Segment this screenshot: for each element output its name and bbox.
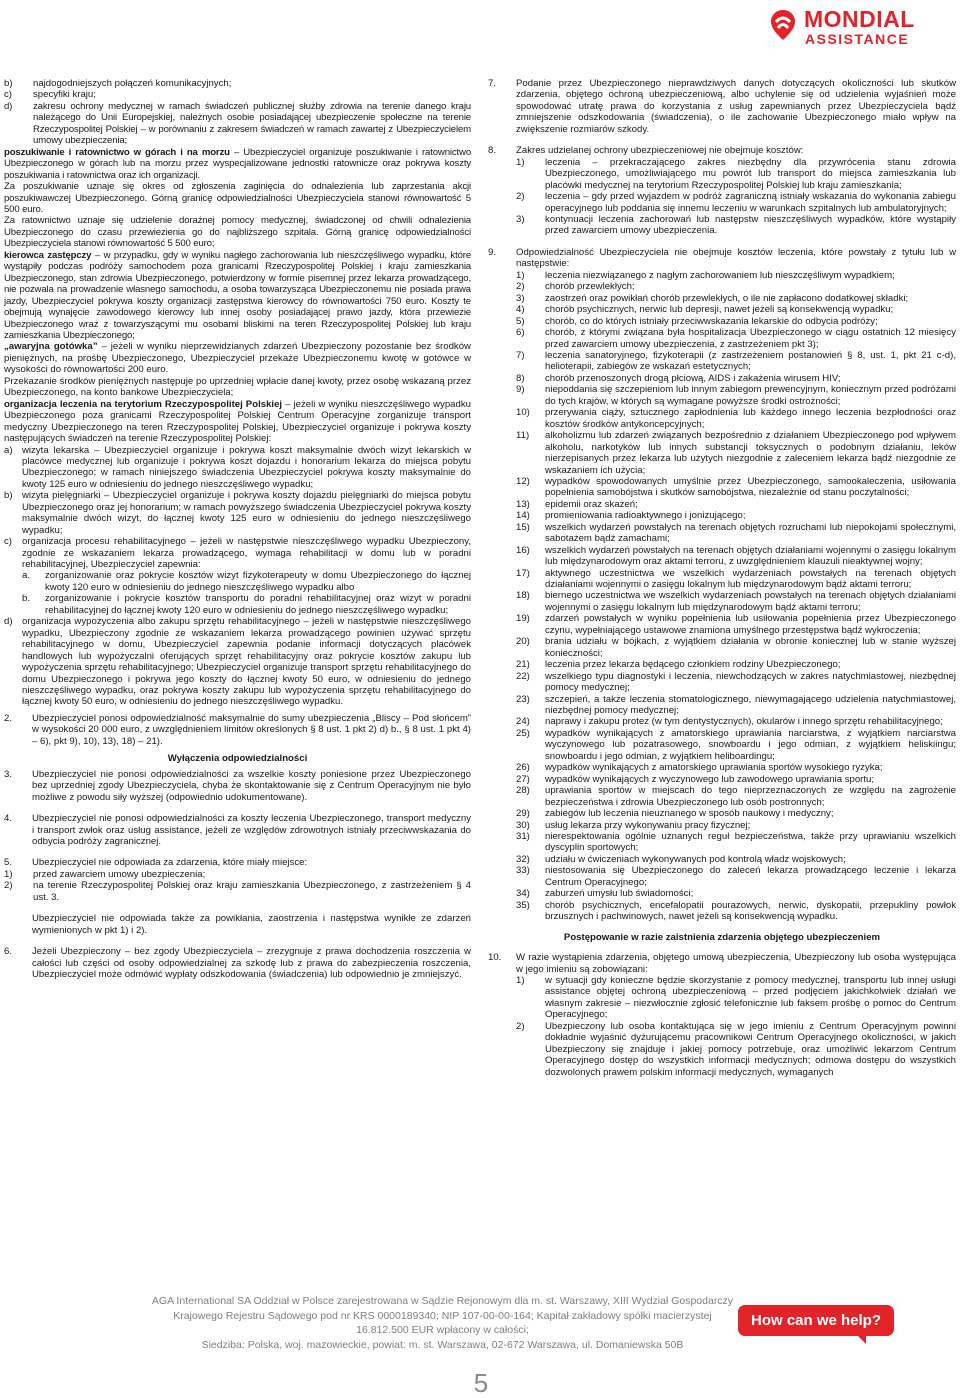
- list-item: 18) biernego uczestnictwa we wszelkich wydarzeniach powstałych na terenach objętych działaniami wojennymi o zasięgu lokalnym lub międzynarodowym bądź aktami terroru;: [516, 590, 956, 613]
- list-item: 19) zdarzeń powstałych w wyniku popełnienia lub usiłowania popełnienia przez Ubezpieczonego czynu, wypełniającego ustawowe znamiona umyślnego przestępstwa bądź wykroczenia;: [516, 613, 956, 636]
- footer-line: Krajowego Rejestru Sądowego pod nr KRS 0000189340; NIP 107-00-00-164; Kapitał zakładowy spółki macierzystej 16.812.500 EUR wpłacony w całości;: [173, 1309, 712, 1336]
- list-item: 24) naprawy i zakupu protez (w tym dentystycznych), okularów i innego sprzętu rehabilitacyjnego;: [516, 716, 943, 728]
- speech-bubble-tail: [856, 1334, 866, 1344]
- list-item: 8) chorób przenoszonych drogą płciową, AIDS i zakażenia wirusem HIV;: [516, 372, 841, 384]
- brand-subtitle: ASSISTANCE: [805, 31, 910, 47]
- section-3: 3. Ubezpieczyciel nie ponosi odpowiedzialności za wszelkie koszty poniesione przez Ubezpieczonego bez uprzedniej zgody Ubezpieczyciela, chyba że skontaktowanie się z Centrum Operacyjnym nie było możliwe z powodu siły wyższej (odpowiednio udokumentowane).: [4, 768, 471, 803]
- list-item: d) zakresu ochrony medycznej w ramach świadczeń publicznej służby zdrowia na terenie danego kraju należącego do Unii Europejskiej, należnych osobie posiadającej ubezpieczenie społeczne na terenie Rzeczypospolitej Polskiej – w porównaniu z zakresem świadczeń w ramach zawartej z Ubezpieczycielem umowy ubezpieczenia;: [4, 100, 471, 147]
- page-number: 5: [473, 1368, 489, 1398]
- list-item: 32) udziału w ćwiczeniach wykonywanych pod kontrolą władz wojskowych;: [516, 853, 846, 865]
- list-item: 23) szczepień, a także leczenia stomatologicznego, niewymagającego udzielenia natychmiastowej, niezbędnej pomocy medycznej;: [516, 693, 956, 717]
- list-item: 7) leczenia sanatoryjnego, fizykoterapii (z zastrzeżeniem postanowień § 8, ust. 1, pkt 21 c-d), helioterapii, zabiegów ze wskazań estetycznych;: [516, 349, 956, 373]
- list-item: 5) chorób, co do których istniały przeciwwskazania lekarskie do odbycia podróży;: [516, 315, 878, 327]
- list-item: 29) zabiegów lub leczenia nieuznanego w sposób naukowy i medyczny;: [516, 808, 834, 820]
- mondial-logo-icon: [768, 8, 798, 42]
- list-item: b) najdogodniejszych połączeń komunikacyjnych;: [4, 78, 232, 89]
- right-column: [488, 78, 956, 1248]
- list-item: b. zorganizowanie i pokrycie kosztów transportu do poradni rehabilitacyjnej oraz wizyt w poradni rehabilitacyjnej do łącznej kwoty 120 euro w odniesieniu do jednego nieszczęśliwego wypadku;: [22, 593, 471, 616]
- list-item: 6) chorób, z którymi związana była hospitalizacja Ubezpieczonego w ciągu ostatnich 12 miesięcy przed zawarciem umowy ubezpieczenia, z zastrzeżeniem pkt 3);: [516, 327, 956, 350]
- section-6: 6. Jeżeli Ubezpieczony – bez zgody Ubezpieczyciela – zrezygnuje z prawa dochodzenia roszczenia w całości lub części od osoby odpowiedzialnej za szkodę lub z prawa do zabezpieczenia roszczenia, Ubezpieczyciel może odmówić wypłaty odszkodowania (świadczenia) lub odpowiednio je zmniejszyć.: [4, 946, 471, 981]
- clause-19: kierowca zastępczy – w przypadku, gdy w wyniku nagłego zachorowania lub nieszczęśliwego wypadku, które wystąpiły podczas podróży samochodem poza granicami Rzeczypospolitej Polskiej i kraju zamieszkania Ubezpieczonego, stan zdrowia Ubezpieczonego, potwierdzony w formie pisemnej przez lekarza prowadzącego, nie pozwala na prowadzenie własnego samochodu, a osoba towarzysząca Ubezpieczonemu nie posiada prawa jazdy, Ubezpieczyciel pokrywa koszty organizacji zastępstwa kierowcy do równowartości 750 euro. Koszty te obejmują wynajęcie zawodowego kierowcy lub innej osoby posiadającej prawo jazdy, która przewiezie Ubezpieczonego wraz z towarzyszącymi mu osobami bliskimi na teren Rzeczypospolitej Polskiej lub kraju zamieszkania Ubezpieczonego;: [4, 249, 471, 341]
- list-item: 31) nierespektowania ogólnie uznanych reguł bezpieczeństwa, także przy uprawianiu wszelkich dyscyplin sportowych;: [516, 831, 956, 854]
- list-item: a) wizyta lekarska – Ubezpieczyciel organizuje i pokrywa koszt maksymalnie dwóch wizyt lekarskich w placówce medycznej lub organizuje i pokrywa koszt dojazdu i honorarium lekarza do miejsca pobytu Ubezpieczonego; w ramach niniejszego świadczenia Ubezpieczyciel pokrywa koszty maksymalnie do kwoty 125 euro w odniesieniu do jednego nieszczęśliwego wypadku;: [4, 444, 471, 490]
- section-8: 8. Zakres udzielanej ochrony ubezpieczeniowej nie obejmuje kosztów: 1) leczenia – przekraczającego zakres niezbędny dla przywrócenia stanu zdrowia Ubezpieczonego, umożliwiającego mu powrót lub transport do miejsca zamieszkania lub placówki medycznej na terytorium Rzeczypospolitej Polskiej lub kraju zamieszkania; 2) leczenia – gdy przed wyjazdem w podróż zagraniczną istniały wskazania do wykonania zabiegu operacyjnego lub poddania się innemu leczeniu w warunkach szpitalnych lub ambulatoryjnych; 3) kontynuacji leczenia zachorowań lub następstw nieszczęśliwych wypadków, które wystąpiły przed zawarciem umowy ubezpieczenia.: [488, 145, 956, 237]
- footer-line: AGA International SA Oddział w Polsce zarejestrowana w Sądzie Rejonowym dla m. st. Warszawy, XIII Wydział Gospodarczy: [151, 1295, 734, 1307]
- list-item: 2) chorób przewlekłych;: [516, 281, 635, 293]
- list-item: 26) wypadków wynikających z amatorskiego uprawiania sportów wysokiego ryzyka;: [516, 762, 883, 774]
- list-item: 28) uprawiania sportów w miejscach do tego nieprzeznaczonych ze względu na zagrożenie bezpieczeństwa i zdrowia Ubezpieczonego lub osób postronnych;: [516, 785, 956, 808]
- exclusions-list: [516, 270, 956, 923]
- list-item: 35) chorób psychicznych, encefalopatii pourazowych, nerwic, dyskopatii, przepukliny powłok brzusznych i pachwinowych, nawet jeżeli są konsekwencją wypadku.: [516, 899, 956, 923]
- list-item: 12) wypadków spowodowanych umyślnie przez Ubezpieczonego, samookaleczenia, usiłowania popełnienia samobójstwa i skutków samobójstwa, niezależnie od stanu poczytalności;: [516, 475, 956, 499]
- how-can-we-help-button[interactable]: How can we help?: [738, 1305, 894, 1336]
- section-10: 10. W razie wystąpienia zdarzenia, objętego umową ubezpieczenia, Ubezpieczony lub osoba występująca w jego imieniu są zobowiązani: 1) w sytuacji gdy konieczne będzie skorzystanie z pomocy medycznej, transportu lub innej usługi assistance objętej ochroną ubezpieczeniową – przed podjęciem jakichkolwiek działań we własnym zakresie – niezwłocznie zgłosić telefonicznie lub faksem prośbę o pomoc do Centrum Operacyjnego; 2) Ubezpieczony lub osoba kontaktująca się w jego imieniu z Centrum Operacyjnym powinni dokładnie wyjaśnić dyżurującemu pracownikowi Centrum Operacyjnego okoliczności, w jakich Ubezpieczony się znajduje i jakiej pomocy potrzebuje, oraz umożliwić lekarzom Centrum Operacyjnego dostęp do wszystkich informacji medycznych; odmowa dostępu do wszystkich dozwolonych prawem polskim informacji medycznych, wymaganych: [488, 952, 956, 1078]
- left-column: [4, 78, 471, 1230]
- list-item: 27) wypadków wynikających z wyczynowego lub zawodowego uprawiania sportu;: [516, 773, 875, 785]
- list-item: b) wizyta pielęgniarki – Ubezpieczyciel organizuje i pokrywa koszty dojazdu pielęgniarki do miejsca pobytu Ubezpieczonego oraz jej honorarium; w ramach powyższego świadczenia Ubezpieczyciel pokrywa koszty maksymalnie dwóch wizyt, do łącznej kwoty 125 euro w odniesieniu do jednego nieszczęśliwego wypadku;: [4, 490, 471, 536]
- section-5-note: Ubezpieczyciel nie odpowiada także za powikłania, zaostrzenia i następstwa wynikłe ze zdarzeń wymienionych w pkt 1) i 2).: [32, 913, 471, 936]
- list-item: d) organizacja wypożyczenia albo zakupu sprzętu rehabilitacyjnego – jeżeli w następstwie nieszczęśliwego wypadku, Ubezpieczony zgodnie ze wskazaniem lekarza prowadzącego powinien używać sprzętu rehabilitacyjnego w domu, Ubezpieczyciel zapewnia podanie informacji dotyczących placówek handlowych lub wypożyczalni oferujących sprzęt rehabilitacyjny oraz pokrycie kosztów zakupu lub wypożyczenia sprzętu rehabilitacyjnego; Ubezpieczyciel organizuje transport sprzętu rehabilitacyjnego do domu Ubezpieczonego i pokrywa jego koszty do łącznej kwoty 50 euro, w odniesieniu do jednego nieszczęśliwego wypadku, oraz pokrywa koszty zakupu lub wypożyczenia sprzętu rehabilitacyjnego do łącznej kwoty 50 euro, w odniesieniu do jednego nieszczęśliwego wypadku.: [4, 616, 471, 708]
- list-item: 33) niestosowania się Ubezpieczonego do zaleceń lekarza prowadzącego leczenie i lekarza Centrum Operacyjnego;: [516, 865, 956, 888]
- list-item: 11) alkoholizmu lub zdarzeń związanych bezpośrednio z działaniem Ubezpieczonego pod wpływem alkoholu, narkotyków lub innych substancji toksycznych o podobnym działaniu, leków nierzepisanych przez lekarza lub użytych niezgodnie z zaleceniem lekarza bądź niezgodnie ze wskazaniem ich użycia;: [516, 430, 956, 476]
- list-item: 1) leczenia – przekraczającego zakres niezbędny dla przywrócenia stanu zdrowia Ubezpieczonego, umożliwiającego mu powrót lub transport do miejsca zamieszkania lub placówki medycznej na terytorium Rzeczypospolitej Polskiej lub kraju zamieszkania;: [516, 156, 956, 191]
- list-item: c) specyfiki kraju;: [4, 89, 96, 101]
- list-item: 10) przerywania ciąży, sztucznego zapłodnienia lub każdego innego leczenia bezpłodności oraz kosztów środków antykoncepcyjnych;: [516, 407, 956, 430]
- list-item: 2) Ubezpieczony lub osoba kontaktująca się w jego imieniu z Centrum Operacyjnym powinni dokładnie wyjaśnić dyżurującemu pracownikowi Centrum Operacyjnego okoliczności, w jakich Ubezpieczony się znajduje i jakiej pomocy potrzebuje, oraz umożliwić lekarzom Centrum Operacyjnego dostęp do wszystkich informacji medycznych; odmowa dostępu do wszystkich dozwolonych prawem polskim informacji medycznych, wymaganych: [516, 1020, 956, 1078]
- brand-logo: [768, 6, 954, 52]
- list-item: 14) promieniowania radioaktywnego i jonizującego;: [516, 510, 746, 522]
- clause-18: poszukiwanie i ratownictwo w górach i na morzu – Ubezpieczyciel organizuje poszukiwanie i ratownictwo Ubezpieczonego w górach lub na morzu przez wyspecjalizowane jednostki ratownicze oraz pokrywa koszty poszukiwania i ratownictwa oraz ich organizacji. Za poszukiwanie uznaje się okres od zgłoszenia zaginięcia do odnalezienia lub zaprzestania akcji poszukiwawczej Ubezpieczonego. Górną granicę odpowiedzialności Ubezpieczyciela stanowi równowartość 5 500 euro. Za ratownictwo uznaje się udzielenie doraźnej pomocy medycznej, świadczonej od chwili odnalezienia Ubezpieczonego do czasu przewiezienia go do najbliższego szpitala. Górną granicę odpowiedzialności Ubezpieczyciela stanowi równowartość 5 500 euro;: [4, 146, 471, 250]
- list-item: 1) przed zawarciem umowy ubezpieczenia;: [4, 868, 206, 880]
- list-item: 3) kontynuacji leczenia zachorowań lub następstw nieszczęśliwych wypadków, które wystąpiły przed zawarciem umowy ubezpieczenia.: [516, 213, 956, 237]
- list-item: 30) usług lekarza przy wykonywaniu pracy fizycznej;: [516, 819, 751, 831]
- section-4: 4. Ubezpieczyciel nie ponosi odpowiedzialności za koszty leczenia Ubezpieczonego, transport medyczny i transport zwłok oraz usług assistance, jeżeli ze względów zdrowotnych istniały przeciwwskazania do odbycia podróży zagranicznej.: [4, 813, 471, 847]
- list-item: 4) chorób psychicznych, nerwic lub depresji, nawet jeżeli są konsekwencją wypadku;: [516, 304, 894, 316]
- section-2: 2. Ubezpieczyciel ponosi odpowiedzialność maksymalnie do sumy ubezpieczenia „Bliscy – Pod słońcem” w wysokości 20 000 euro, z uwzględnieniem limitów określonych § 8 ust. 1 pkt 2) d) b., § 8 ust. 1 pkt 4) – 6), pkt 9), 10), 13), 18) – 21).: [4, 712, 471, 747]
- list-item: 1) leczenia niezwiązanego z nagłym zachorowaniem lub nieszczęśliwym wypadkiem;: [516, 269, 895, 281]
- clause-21: organizacja leczenia na terytorium Rzeczypospolitej Polskiej – jeżeli w wyniku nieszczęśliwego wypadku Ubezpieczonego poza granicami Rzeczypospolitej Polskiej Centrum Operacyjne zorganizuje transport medyczny Ubezpieczonego na teren Rzeczypospolitej Polskiej, Ubezpieczyciel organizuje i pokrywa koszty następujących świadczeń na terenie Rzeczypospolitej Polskiej: a) wizyta lekarska – Ubezpieczyciel organizuje i pokrywa koszt maksymalnie dwóch wizyt lekarskich w placówce medycznej lub organizuje i pokrywa koszt dojazdu i honorarium lekarza do miejsca pobytu Ubezpieczonego; w ramach niniejszego świadczenia Ubezpieczyciel pokrywa koszty maksymalnie do kwoty 125 euro w odniesieniu do jednego nieszczęśliwego wypadku; b) wizyta pielęgniarki – Ubezpieczyciel organizuje i pokrywa koszty dojazdu pielęgniarki do miejsca pobytu Ubezpieczonego oraz jej honorarium; w ramach powyższego świadczenia Ubezpieczyciel pokrywa koszty maksymalnie dwóch wizyt, do łącznej kwoty 125 euro w odniesieniu do jednego nieszczęśliwego wypadku; c) organizacja procesu rehabilitacyjnego – jeżeli w następstwie nieszczęśliwego wypadku Ubezpieczony, zgodnie ze wskazaniem lekarza prowadzącego, wymaga rehabilitacji w domu lub w poradni rehabilitacyjnej, Ubezpieczyciel zapewnia: a. zorganizowanie oraz pokrycie kosztów wizyt fizykoterapeuty w domu Ubezpieczonego do łącznej kwoty 120 euro w odniesieniu do jednego nieszczęśliwego wypadku albo b. zorganizowanie i pokrycie kosztów transportu do poradni rehabilitacyjnej oraz wizyt w poradni rehabilitacyjnej do łącznej kwoty 120 euro w odniesieniu do jednego nieszczęśliwego wypadku; d) organizacja wypożyczenia albo zakupu sprzętu rehabilitacyjnego – jeżeli w następstwie nieszczęśliwego wypadku, Ubezpieczony zgodnie ze wskazaniem lekarza prowadzącego powinien używać sprzętu rehabilitacyjnego w domu, Ubezpieczyciel zapewnia podanie informacji dotyczących placówek handlowych lub wypożyczalni oferujących sprzęt rehabilitacyjny oraz pokrycie kosztów zakupu lub wypożyczenia sprzętu rehabilitacyjnego; Ubezpieczyciel organizuje transport sprzętu rehabilitacyjnego do domu Ubezpieczonego i pokrywa jego koszty do łącznej kwoty 50 euro, w odniesieniu do jednego nieszczęśliwego wypadku, oraz pokrywa koszty zakupu lub wypożyczenia sprzętu rehabilitacyjnego do łącznej kwoty 50 euro, w odniesieniu do jednego nieszczęśliwego wypadku.: [4, 398, 471, 708]
- heading-procedure: Postępowanie w razie zaistnienia zdarzenia objętego ubezpieczeniem: [563, 931, 881, 943]
- list-item: 20) brania udziału w bójkach, z wyjątkiem działania w obronie koniecznej lub w stanie wyższej konieczności;: [516, 636, 956, 659]
- list-item: a. zorganizowanie oraz pokrycie kosztów wizyt fizykoterapeuty w domu Ubezpieczonego do łącznej kwoty 120 euro w odniesieniu do jednego nieszczęśliwego wypadku albo: [22, 570, 471, 593]
- section-9: 9. Odpowiedzialność Ubezpieczyciela nie obejmuje kosztów leczenia, które powstały z tytułu lub w następstwie: 1) leczenia niezwiązanego z nagłym zachorowaniem lub nieszczęśliwym wypadkiem; 2) chorób przewlekłych; 3) zaostrzeń oraz powikłań chorób przewlekłych, o ile nie zapłacono dodatkowej składki; 4) chorób psychicznych, nerwic lub depresji, nawet jeżeli są konsekwencją wypadku; 5) chorób, co do których istniały przeciwwskazania lekarskie do odbycia podróży; 6) chorób, z którymi związana była hospitalizacja Ubezpieczonego w ciągu ostatnich 12 miesięcy przed zawarciem umowy ubezpieczenia, z zastrzeżeniem pkt 3); 7) leczenia sanatoryjnego, fizykoterapii (z zastrzeżeniem postanowień § 8, ust. 1, pkt 21 c-d), helioterapii, zabiegów ze wskazań estetycznych; 8) chorób przenoszonych drogą płciową, AIDS i zakażenia wirusem HIV; 9) niepoddania się szczepieniom lub innym zabiegom prewencyjnym, koniecznym przed podróżami do tych krajów, w których są wymagane powyższe środki ostrożności; 10) przerywania ciąży, sztucznego zapłodnienia lub każdego innego leczenia bezpłodności oraz kosztów środków antykoncepcyjnych; 11) alkoholizmu lub zdarzeń związanych bezpośrednio z działaniem Ubezpieczonego pod wpływem alkoholu, narkotyków lub innych substancji toksycznych o podobnym działaniu, leków nierzepisanych przez lekarza lub użytych niezgodnie z zaleceniem lekarza bądź niezgodnie ze wskazaniem ich użycia; 12) wypadków spowodowanych umyślnie przez Ubezpieczonego, samookaleczenia, usiłowania popełnienia samobójstwa i skutków samobójstwa, niezależnie od stanu poczytalności; 13) epidemii oraz skażeń; 14) promieniowania radioaktywnego i jonizującego; 15) wszelkich wydarzeń powstałych na terenach objętych rozruchami lub niepokojami społecznymi, sabotażem bądź zamachami; 16) wszelkich wydarzeń powstałych na terenach objętych działaniami wojennymi o zasięgu lokalnym lub międzynarodowym oraz aktami terroru, z uwzględnieniem klauzuli nieaktywnej wojny; 17) aktywnego uczestnictwa we wszelkich wydarzeniach powstałych na terenach objętych działaniami wojennymi o zasięgu lokalnym lub międzynarodowym bądź aktami terroru; 18) biernego uczestnictwa we wszelkich wydarzeniach powstałych na terenach objętych działaniami wojennymi o zasięgu lokalnym lub międzynarodowym bądź aktami terroru; 19) zdarzeń powstałych w wyniku popełnienia lub usiłowania popełnienia przez Ubezpieczonego czynu, wypełniającego ustawowe znamiona umyślnego przestępstwa bądź wykroczenia; 20) brania udziału w bójkach, z wyjątkiem działania w obronie koniecznej lub w stanie wyższej konieczności; 21) leczenia przez lekarza będącego członkiem rodziny Ubezpieczonego; 22) wszelkiego typu diagnostyki i leczenia, niewchodzących w zakres natychmiastowej, niezbędnej pomocy medycznej; 23) szczepień, a także leczenia stomatologicznego, niewymagającego udzielenia natychmiastowej, niezbędnej pomocy medycznej; 24) naprawy i zakupu protez (w tym dentystycznych), okularów i innego sprzętu rehabilitacyjnego; 25) wypadków wynikających z amatorskiego uprawiania narciarstwa, z wyjątkiem narciarstwa wyczynowego lub pozatrasowego, snowboardu i jego odmian, z wyjątkiem heliskiingu; snowboardu i jego odmian, z wyjątkiem heliboardingu; 26) wypadków wynikających z amatorskiego uprawiania sportów wysokiego ryzyka; 27) wypadków wynikających z wyczynowego lub zawodowego uprawiania sportu; 28) uprawiania sportów w miejscach do tego nieprzeznaczonych ze względu na zagrożenie bezpieczeństwa i zdrowia Ubezpieczonego lub osób postronnych; 29) zabiegów lub leczenia nieuznanego w sposób naukowy i medyczny; 30) usług lekarza przy wykonywaniu pracy fizycznej; 31) nierespektowania ogólnie uznanych reguł bezpieczeństwa, także przy uprawianiu wszelkich dyscyplin sportowych; 32) udziału w ćwiczeniach wykonywanych pod kontrolą władz wojskowych; 33) niestosowania się Ubezpieczonego do zaleceń lekarza prowadzącego leczenie i lekarza Centrum Operacyjnego; 34) zaburzeń umysłu lub świadomości; 35) chorób psychicznych, encefalopatii pourazowych, nerwic, dyskopatii, przepukliny powłok brzusznych i pachwinowych, nawet jeżeli są konsekwencją wypadku.: [488, 246, 956, 923]
- list-item: 34) zaburzeń umysłu lub świadomości;: [516, 888, 694, 900]
- list-item: 2) na terenie Rzeczypospolitej Polskiej oraz kraju zamieszkania Ubezpieczonego, z zastrzeżeniem § 4 ust. 3.: [4, 880, 471, 903]
- list-item: 25) wypadków wynikających z amatorskiego uprawiania narciarstwa, z wyjątkiem narciarstwa wyczynowego lub pozatrasowego, snowboardu i jego odmian, z wyjątkiem heliskiingu; snowboardu i jego odmian, z wyjątkiem heliboardingu;: [516, 727, 956, 762]
- brand-name: MONDIAL: [804, 6, 915, 32]
- list-item: 9) niepoddania się szczepieniom lub innym zabiegom prewencyjnym, koniecznym przed podróżami do tych krajów, w których są wymagane powyższe środki ostrożności;: [516, 384, 956, 407]
- list-item: 16) wszelkich wydarzeń powstałych na terenach objętych działaniami wojennymi o zasięgu lokalnym lub międzynarodowym oraz aktami terroru, z uwzględnieniem klauzuli nieaktywnej wojny;: [516, 544, 956, 568]
- section-7: 7. Podanie przez Ubezpieczonego nieprawdziwych danych dotyczących okoliczności lub skutków zdarzenia, objętego ochroną ubezpieczeniową, albo uchylenie się od udzielenia wyjaśnień może spowodować utratę prawa do korzystania z usług zapewnianych przez Ubezpieczyciela bądź zmniejszenie odszkodowania (świadczenia), o ile zachowanie Ubezpieczonego miało wpływ na zwiększenie rozmiarów szkody.: [488, 78, 956, 135]
- list-item: 22) wszelkiego typu diagnostyki i leczenia, niewchodzących w zakres natychmiastowej, niezbędnej pomocy medycznej;: [516, 670, 956, 694]
- list-item: c) organizacja procesu rehabilitacyjnego – jeżeli w następstwie nieszczęśliwego wypadku Ubezpieczony, zgodnie ze wskazaniem lekarza prowadzącego, wymaga rehabilitacji w domu lub w poradni rehabilitacyjnej, Ubezpieczyciel zapewnia: a. zorganizowanie oraz pokrycie kosztów wizyt fizykoterapeuty w domu Ubezpieczonego do łącznej kwoty 120 euro w odniesieniu do jednego nieszczęśliwego wypadku albo b. zorganizowanie i pokrycie kosztów transportu do poradni rehabilitacyjnej oraz wizyt w poradni rehabilitacyjnej do łącznej kwoty 120 euro w odniesieniu do jednego nieszczęśliwego wypadku;: [4, 536, 471, 616]
- list-item: 13) epidemii oraz skażeń;: [516, 498, 638, 510]
- heading-exclusions: Wyłączenia odpowiedzialności: [167, 753, 308, 765]
- list-item: 17) aktywnego uczestnictwa we wszelkich wydarzeniach powstałych na terenach objętych działaniami wojennymi o zasięgu lokalnym lub międzynarodowym bądź aktami terroru;: [516, 567, 956, 591]
- clause-20: „awaryjna gotówka” – jeżeli w wyniku nieprzewidzianych zdarzeń Ubezpieczony pozostanie bez środków pieniężnych, na prośbę Ubezpieczonego, Ubezpieczyciel przekaże Ubezpieczonemu kwotę w gotówce w wysokości do równowartości 200 euro. Przekazanie środków pieniężnych następuje po uprzedniej wpłacie danej kwoty, przez osobę wskazaną przez Ubezpieczonego, na konto bankowe Ubezpieczyciela;: [4, 341, 471, 399]
- footer: [150, 1294, 735, 1352]
- list-item: 2) leczenia – gdy przed wyjazdem w podróż zagraniczną istniały wskazania do wykonania zabiegu operacyjnego lub poddania się innemu leczeniu w warunkach szpitalnych lub ambulatoryjnych;: [516, 191, 956, 214]
- section-5: 5. Ubezpieczyciel nie odpowiada za zdarzenia, które miały miejsce:: [4, 857, 308, 869]
- list-item: 3) zaostrzeń oraz powikłań chorób przewlekłych, o ile nie zapłacono dodatkowej składki;: [516, 292, 909, 304]
- list-item: 15) wszelkich wydarzeń powstałych na terenach objętych rozruchami lub niepokojami społecznymi, sabotażem bądź zamachami;: [516, 521, 956, 545]
- footer-line: Siedziba: Polska, woj. mazowieckie, powiat: m. st. Warszawa, 02-672 Warszawa, ul. Domaniewska 50B: [201, 1338, 684, 1351]
- list-item: 1) w sytuacji gdy konieczne będzie skorzystanie z pomocy medycznej, transportu lub innej usługi assistance objętej ochroną ubezpieczeniową – przed podjęciem jakichkolwiek działań we własnym zakresie – niezwłocznie zgłosić telefonicznie lub faksem prośbę o pomoc do Centrum Operacyjnego;: [516, 974, 956, 1021]
- list-item: 21) leczenia przez lekarza będącego członkiem rodziny Ubezpieczonego;: [516, 659, 841, 671]
